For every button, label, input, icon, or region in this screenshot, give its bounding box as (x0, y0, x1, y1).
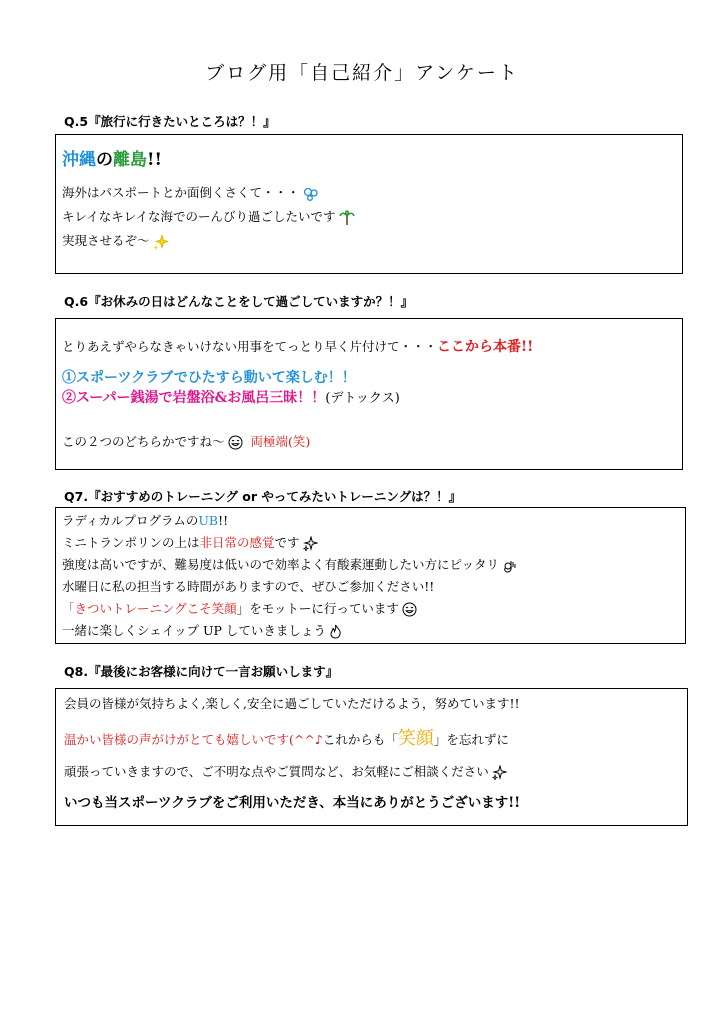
q7-heading: Q7.『おすすめのトレーニング or やってみたいトレーニングは？！』 (64, 489, 462, 504)
q5-heading: Q.5『旅行に行きたいところは？！』 (64, 114, 276, 129)
q7-line-2 (62, 535, 318, 551)
q6-extremes: 両極端(笑) (250, 434, 311, 449)
q5-remote-island: 離島 (113, 150, 147, 170)
q8-line-2-text: これからも「 (322, 732, 398, 747)
q6-option-1: ①スポーツクラブでひたすら動いて楽しむ！！ (62, 370, 356, 386)
q7-ub: UB (198, 513, 219, 528)
q7-line-4: 水曜日に私の担当する時間がありますので、ぜひご参加ください!! (62, 579, 435, 594)
q7-motto: きついトレーニングこそ笑顔 (74, 601, 237, 616)
q5-line-1 (62, 149, 162, 171)
q8-line-3-text: 頑張っていきますので、ご不明な点やご質問など、お気軽にご相談ください (64, 764, 489, 779)
q7-line-6 (62, 623, 342, 639)
smile-icon (228, 435, 243, 450)
q5-line-4 (62, 233, 169, 250)
q7-unusual-feeling: 非日常の感覚 (199, 535, 275, 550)
q8-thanks: 温かい皆様の声がけがとても嬉しいです (64, 732, 290, 747)
q6-option-2: ②スーパー銭湯で岩盤浴&お風呂三昧！！ (62, 390, 326, 406)
q8-line-3 (64, 764, 507, 780)
q8-line-1: 会員の皆様が気持ちよく,楽しく,安全に過ごしていただけるよう，努めています!! (64, 696, 520, 711)
q8-smile-word: 笑顔 (397, 728, 434, 749)
sparkle-icon (303, 536, 318, 551)
q7-line-1-text: ラディカルプログラムの (62, 513, 199, 528)
q7-answer-box (55, 507, 686, 644)
q5-answer-box (55, 134, 683, 274)
q7-desu: です (274, 535, 300, 550)
q6-heading: Q.6『お休みの日はどんなことをして過ごしていますか？！』 (64, 294, 414, 309)
ok-hand-icon (502, 558, 517, 573)
q8-line-4: いつも当スポーツクラブをご利用いただき、本当にありがとうございます!! (64, 795, 521, 811)
q6-line-4-text: この２つのどちらかですね～ (62, 434, 225, 449)
q7-line-5-text: 」をモットーに行っています (236, 601, 399, 616)
page-title: ブログ用「自己紹介」アンケート (205, 62, 519, 84)
q6-line-3 (62, 389, 400, 408)
smile-icon (402, 602, 417, 617)
q7-line-3 (62, 557, 517, 573)
q8-answer-box (55, 688, 688, 826)
sparkle-icon (153, 234, 169, 250)
q7-line-2-text: ミニトランポリンの上は (62, 535, 200, 550)
q8-emoticon: (^^♪ (289, 732, 323, 747)
q8-line-2-end: 」を忘れずに (433, 732, 509, 747)
q6-line-1 (62, 339, 533, 355)
q8-heading: Q8.『最後にお客様に向けて一言お願いします』 (64, 664, 339, 679)
q5-no: の (96, 150, 113, 170)
q5-line-2 (62, 185, 319, 201)
sparkle-icon (492, 765, 507, 780)
q8-line-2 (64, 729, 509, 750)
q6-detox: (デトックス) (325, 391, 400, 406)
flame-icon (329, 624, 342, 639)
q7-line-3-text: 強度は高いですが、難易度は低いので効率よく有酸素運動したい方にピッタリ (62, 557, 500, 572)
q5-exclaim: !! (147, 150, 162, 170)
q6-main-event: ここから本番!! (437, 339, 534, 355)
q7-line-1 (62, 513, 228, 529)
q7-exclaim: !! (218, 513, 229, 528)
q7-line-6-text: 一緒に楽しくシェイップ UP していきましょう (62, 623, 326, 638)
q5-okinawa: 沖縄 (62, 150, 96, 170)
q7-quote-open: 「 (62, 601, 75, 616)
q5-line-4-text: 実現させるぞ～ (62, 233, 150, 248)
q5-line-3 (62, 209, 355, 226)
q5-line-3-text: キレイなキレイな海でのーんびり過ごしたいです (62, 209, 336, 224)
bubbles-icon (303, 187, 319, 201)
palm-tree-icon (339, 210, 355, 226)
q6-line-4 (62, 434, 310, 450)
q6-line-1-text: とりあえずやらなきゃいけない用事をてっとり早く片付けて・・・ (62, 339, 438, 354)
q6-answer-box (55, 318, 683, 470)
q7-line-5 (62, 601, 417, 617)
q5-line-2-text: 海外はパスポートとか面倒くさくて・・・ (62, 185, 300, 200)
